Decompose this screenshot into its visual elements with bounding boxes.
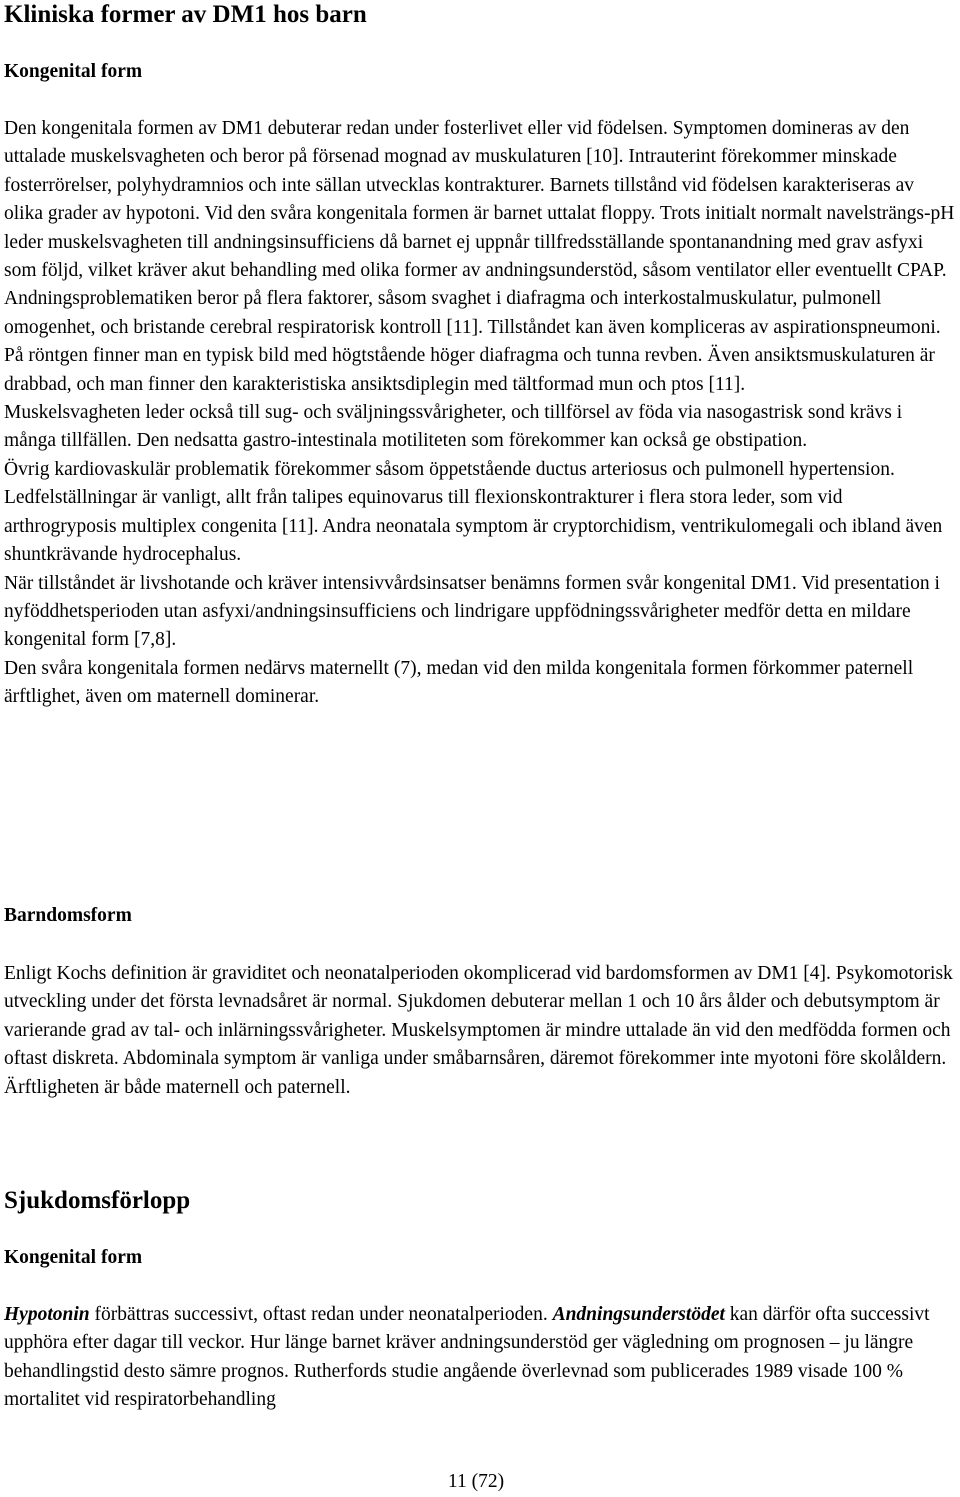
subheading-kongenital-form: Kongenital form (4, 61, 143, 82)
text-run: förbättras successivt, oftast redan under neonatalperioden. (89, 1304, 553, 1325)
subheading-kongenital-form-2: Kongenital form (4, 1247, 143, 1268)
paragraph: När tillståndet är livshotande och kräver intensivvårdsinsatser benämns formen svår kongenital DM1. Vid presentation i nyföddhetsperioden utan asfyxi/andningsinsufficiens och lindrigare uppfödningssvårigheter medför detta en mildare kongenital form [7,8]. (4, 572, 940, 651)
section1-body (4, 115, 956, 712)
paragraph: Övrig kardiovaskulär problematik förekommer såsom öppetstående ductus arteriosus och pulmonell hypertension. Ledfelställningar är vanligt, allt från talipes equinovarus till flexionskontrakturer i flera stora leder, som vid arthrogryposis multiplex congenita [11]. Andra neonatala symptom är cryptorchidism, ventrikulomegali och ibland även shuntkrävande hydrocephalus. (4, 458, 943, 566)
section2-body (4, 960, 956, 1102)
text-run: kan därför ofta successivt upphöra efter dagar till veckor. Hur länge barnet kräver andningsunderstöd ger vägledning om prognosen – ju längre behandlingstid desto sämre prognos. Rutherfords studie angående överlevnad som publicerades 1989 visade 100 % mortalitet vid respiratorbehandling (4, 1304, 930, 1411)
emphasis-andningsunderstodet: Andningsunderstödet (552, 1304, 725, 1325)
emphasis-hypotonin: Hypotonin (4, 1304, 90, 1325)
subheading-barndomsform: Barndomsform (4, 905, 132, 926)
page-number: 11 (72) (447, 1471, 505, 1492)
paragraph: Den svåra kongenitala formen nedärvs maternellt (7), medan vid den milda kongenitala formen förkommer paternell ärftlighet, även om maternell dominerar. (4, 657, 914, 708)
paragraph: Muskelsvagheten leder också till sug- och sväljningssvårigheter, och tillförsel av föda via nasogastrisk sond krävs i många tillfällen. Den nedsatta gastro-intestinala motiliteten som förekommer kan också ge obstipation. (4, 402, 903, 452)
section-title-sjukdomsforlopp: Sjukdomsförlopp (4, 1187, 191, 1214)
paragraph: Andningsproblematiken beror på flera faktorer, såsom svaghet i diafragma och interkostalmuskulatur, pulmonell omogenhet, och bristande cerebral respiratorisk kontroll [11]. Tillståndet kan även kompliceras av aspirationspneumoni. På röntgen finner man en typisk bild med högtstående höger diafragma och tunna revben. Även ansiktsmuskulaturen är drabbad, och man finner den karakteristiska ansiktsdiplegin med tältformad mun och ptos [11]. (4, 288, 941, 395)
section-title-kliniska-former: Kliniska former av DM1 hos barn (4, 1, 367, 28)
section3-body (4, 1301, 956, 1415)
paragraph: Ärftligheten är både maternell och paternell. (4, 1076, 351, 1098)
paragraph: Enligt Kochs definition är graviditet och neonatalperioden okomplicerad vid bardomsformen av DM1 [4]. Psykomotorisk utveckling under det första levnadsåret är normal. Sjukdomen debuterar mellan 1 och 10 års ålder och debutsymptom är varierande grad av tal- och inlärningssvårigheter. Muskelsymptomen är mindre uttalade än vid den medfödda formen och oftast diskreta. Abdominala symptom är vanliga under småbarnsåren, däremot förekommer inte myotoni före skolåldern. (4, 963, 953, 1070)
paragraph: Den kongenitala formen av DM1 debuterar redan under fosterlivet eller vid födelsen. Symptomen domineras av den uttalade muskelsvagheten och beror på försenad mognad av muskulaturen [10]. Intrauterint förekommer minskade fosterrörelser, polyhydramnios och inte sällan utvecklas kontrakturer. Barnets tillstånd vid födelsen karakteriseras av olika grader av hypotoni. Vid den svåra kongenitala formen är barnet uttalat floppy. Trots initialt normalt navelsträngs-pH leder muskelsvagheten till andningsinsufficiens då barnet ej uppnår tillfredsställande spontanandning med grav asfyxi som följd, vilket kräver akut behandling med olika former av andningsunderstöd, såsom ventilator eller eventuellt CPAP. (4, 118, 955, 282)
paragraph (4, 1301, 956, 1415)
